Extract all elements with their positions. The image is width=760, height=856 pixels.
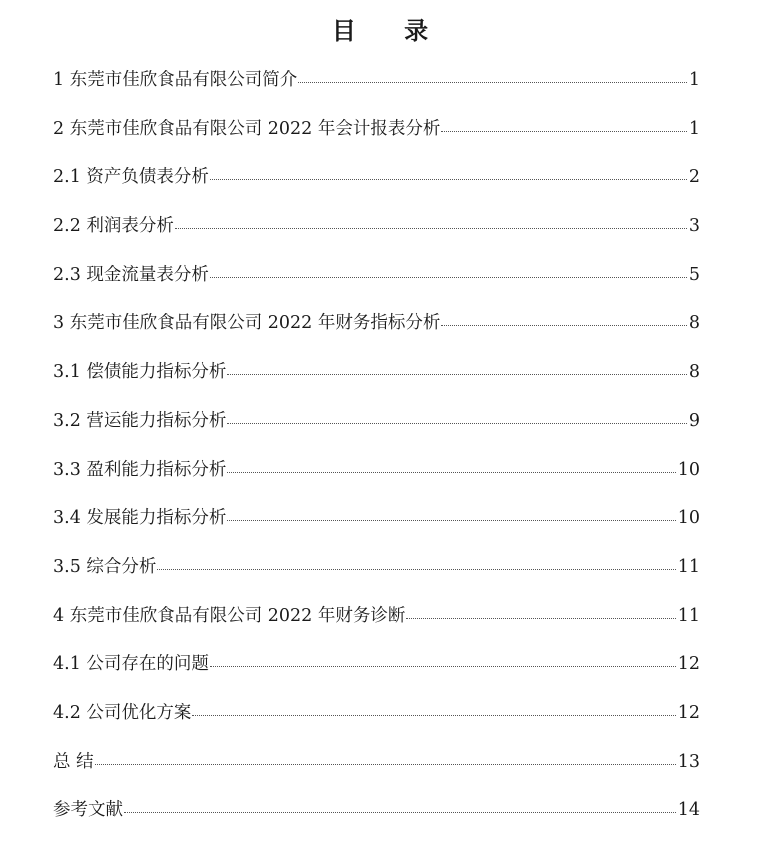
toc-entry-page: 13 — [677, 751, 700, 772]
toc-dot-leader — [192, 715, 675, 716]
toc-entry-page: 8 — [688, 362, 700, 383]
toc-entry[interactable] — [53, 209, 700, 258]
toc-entry-page: 9 — [688, 410, 700, 431]
toc-entry-label: 总 结 — [53, 751, 94, 772]
toc-entry[interactable] — [53, 745, 700, 794]
toc-entry-page: 10 — [677, 508, 700, 529]
toc-entry-label: 1 东莞市佳欣食品有限公司简介 — [53, 70, 298, 90]
toc-dot-leader — [124, 812, 676, 813]
toc-entry-label: 3.1 偿债能力指标分析 — [53, 362, 227, 383]
toc-entry-page: 3 — [688, 216, 700, 237]
toc-dot-leader — [441, 131, 687, 132]
toc-entry-page: 11 — [677, 605, 700, 626]
toc-entry[interactable] — [53, 63, 700, 112]
toc-title: 目 录 — [331, 17, 449, 45]
toc-dot-leader — [441, 325, 687, 326]
toc-dot-leader — [227, 472, 675, 473]
toc-entry-label: 4.2 公司优化方案 — [53, 702, 192, 723]
toc-entry[interactable] — [53, 647, 700, 696]
toc-dot-leader — [227, 423, 686, 424]
toc-entry-label: 2.3 现金流量表分析 — [53, 264, 209, 285]
toc-entry-label: 4.1 公司存在的问题 — [53, 654, 209, 675]
toc-entry-label: 3.5 综合分析 — [53, 556, 157, 577]
toc-entry-label: 3 东莞市佳欣食品有限公司 2022 年财务指标分析 — [53, 313, 441, 334]
toc-entry-page: 5 — [688, 264, 700, 285]
toc-dot-leader — [210, 666, 676, 667]
toc-entry[interactable] — [53, 453, 700, 502]
toc-entry[interactable] — [53, 404, 700, 453]
toc-entry-page: 8 — [688, 313, 700, 334]
toc-entry[interactable] — [53, 355, 700, 404]
toc-entry-page: 12 — [677, 654, 700, 675]
toc-entry[interactable] — [53, 550, 700, 599]
toc-entry[interactable] — [53, 501, 700, 550]
toc-entry-page: 14 — [677, 800, 700, 821]
toc-entry[interactable] — [53, 160, 700, 209]
toc-entry-label: 3.4 发展能力指标分析 — [53, 508, 227, 529]
toc-entry[interactable] — [53, 306, 700, 355]
toc-entry-label: 2.1 资产负债表分析 — [53, 167, 209, 188]
toc-entry-page: 1 — [688, 70, 700, 90]
toc-entry-page: 12 — [677, 702, 700, 723]
toc-dot-leader — [95, 764, 676, 765]
toc-entry-page: 1 — [688, 118, 700, 139]
toc-entry-page: 11 — [677, 556, 700, 577]
table-of-contents — [53, 63, 700, 842]
toc-entry-page: 10 — [677, 459, 700, 480]
toc-entry[interactable] — [53, 258, 700, 307]
toc-entry-label: 参考文献 — [53, 800, 123, 821]
toc-dot-leader — [227, 520, 675, 521]
toc-entry[interactable] — [53, 696, 700, 745]
toc-dot-leader — [298, 82, 687, 83]
toc-entry[interactable] — [53, 112, 700, 161]
toc-dot-leader — [175, 228, 687, 229]
toc-entry-page: 2 — [688, 167, 700, 188]
toc-entry[interactable] — [53, 793, 700, 842]
toc-dot-leader — [406, 618, 675, 619]
toc-dot-leader — [210, 277, 687, 278]
toc-entry-label: 3.3 盈利能力指标分析 — [53, 459, 227, 480]
toc-dot-leader — [157, 569, 675, 570]
toc-entry-label: 4 东莞市佳欣食品有限公司 2022 年财务诊断 — [53, 605, 406, 626]
toc-entry-label: 2 东莞市佳欣食品有限公司 2022 年会计报表分析 — [53, 118, 441, 139]
toc-entry-label: 3.2 营运能力指标分析 — [53, 410, 227, 431]
toc-entry[interactable] — [53, 599, 700, 648]
toc-dot-leader — [227, 374, 686, 375]
toc-entry-label: 2.2 利润表分析 — [53, 216, 174, 237]
toc-dot-leader — [210, 179, 687, 180]
